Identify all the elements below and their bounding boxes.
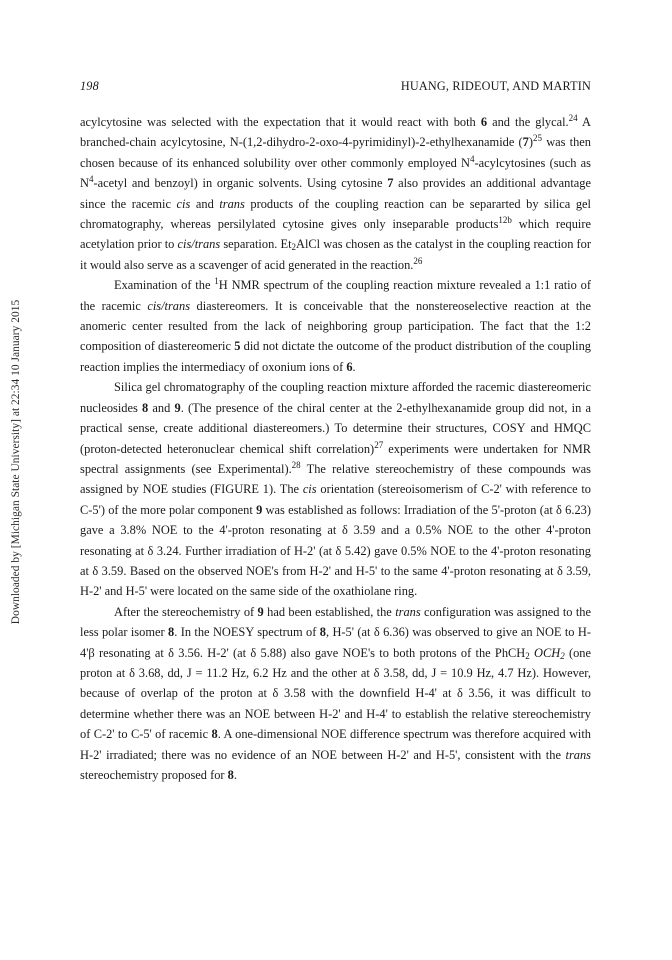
text-run: , H-5' (at δ 6.36) was observed to give an NOE to H-4'β resonating at δ 3.56. H-2' (at δ 5.88) also gave NOE's to both protons of the PhCH [80,625,591,660]
text-run: cis [176,196,191,211]
text-run: and [148,400,175,415]
text-run: stereochemistry proposed for [80,768,228,782]
text-run: 9 [174,400,181,415]
text-run: . [352,359,356,374]
text-run: trans [395,604,421,619]
text-run: AlCl was chosen as the catalyst in the coupling reaction for it would also serve as a scavenger of acid generated in the reaction. [80,237,591,272]
text-run: . A one-dimensional NOE difference spectrum was therefore acquired with H-2' irradiated; there was no evidence of an NOE between H-2' and H-5', consistent with the [80,727,592,762]
text-run: 9 [257,604,264,619]
text-run: trans [219,196,245,211]
text-run: separation. Et [220,237,292,252]
text-run: 8 [319,625,326,640]
page-header [80,79,591,94]
text-run: orientation (stereoisomerism of C-2' with reference to C-5') of the more polar component [80,482,591,517]
text-run: 7 [522,135,529,150]
text-run: 5 [234,339,241,354]
text-run: 6 [480,115,488,129]
text-run: 9 [256,502,263,517]
text-run: which require acetylation prior to [80,217,591,252]
body-paragraph [80,377,591,601]
text-run: did not dictate the outcome of the product distribution of the coupling reaction implies the intermediacy of oxonium ions of [80,339,591,374]
text-run: 2 [291,242,297,253]
text-run: cis [302,482,317,497]
body-paragraph [80,112,591,275]
text-run: Examination of the [114,278,215,293]
text-run: was established as follows: Irradiation of the 5'-proton (at δ 6.23) gave a 3.8% NOE to the 4'-proton resonating at δ 3.59 and a 0.5% NOE to the other 4'-proton resonating at δ 3.24. Further irradiation of H-2' (at δ 5.42) gave 0.5% NOE to the 4'-proton resonating at δ 3.59. Based on the observed NOE's from H-2' and H-5' to the same 4'-proton resonating at δ 3.59, H-2' and H-5' were located on the same side of the oxathiolane ring. [80,502,591,599]
text-run: A branched-chain acylcytosine, N-(1,2-dihydro-2-oxo-4-pyrimidinyl)-2-ethylhexanamide ( [80,115,591,150]
article-body [80,112,591,785]
page-number: 198 [80,79,99,93]
text-run: -acylcytosines (such as N [80,155,591,191]
text-run: . [233,768,237,782]
text-run: 24 [568,113,578,123]
text-run: also provides an additional advantage since the racemic [80,176,591,211]
text-run: -acetyl and benzoyl) in organic solvents. Using cytosine [93,176,388,191]
text-run: . (The presence of the chiral center at the 2-ethylhexanamide group did not, in a practical sense, create additional diastereomers.) To determine their structures, COSY and HMQC (proton-detected heteronuclear chemical shift correlation) [80,400,591,456]
text-run: 6 [346,359,353,374]
text-run: Silica gel chromatography of the coupling reaction mixture afforded the racemic diastereomeric nucleosides [80,380,591,415]
text-run: cis/trans [177,237,221,252]
text-run: acylcytosine was selected with the expectation that it would react with both [80,115,481,129]
running-title: HUANG, RIDEOUT, AND MARTIN [400,79,591,93]
text-run: OCH [534,645,561,660]
text-run: 26 [413,255,423,266]
text-run: (one proton at δ 3.68, dd, J = 11.2 Hz, 6.2 Hz and the other at δ 3.58, dd, J = 10.9 Hz, 4.7 Hz). However, because of overlap of the proton at δ 3.58 with the downfield H-4' at δ 3.56, it was difficult to determine whether there was an NOE between H-2' and H-4' to establish the relative stereochemistry of C-2' to C-5' of racemic [80,645,591,742]
text-run: configuration was assigned to the less polar isomer [80,604,591,640]
text-run: 2 [560,650,565,661]
text-run: 8 [227,768,234,782]
text-run: H NMR spectrum of the coupling reaction mixture revealed a 1:1 ratio of the racemic [80,278,591,313]
text-run: cis/trans [147,298,191,313]
text-run: trans [565,747,591,762]
text-run: and the glycal. [487,115,569,129]
text-run: products of the coupling reaction can be separarted by silica gel chromatography, whereas persilylated cytosine gives only inseparable products [80,196,591,232]
text-run: The relative stereochemistry of these compounds was assigned by NOE studies (FIGURE 1). The [80,461,592,497]
text-run: After the stereochemistry of [114,604,258,619]
text-run: 2 [525,650,530,661]
text-run: 4 [88,174,94,185]
text-run: experiments were undertaken for NMR spectral assignments (see Experimental). [80,441,591,476]
text-run: . In the NOESY spectrum of [174,625,320,640]
text-run: 27 [374,439,384,450]
text-run: ) [528,135,533,150]
text-run: and [190,196,220,211]
download-notice-text: Downloaded by [Michigan State University] at 22:34 10 January 2015 [10,299,23,625]
body-paragraph [80,275,591,377]
text-run: 1 [214,276,219,287]
download-watermark [6,282,26,642]
text-run: 25 [533,133,542,144]
text-run: 4 [469,153,475,164]
text-run: diastereomers. It is conceivable that the nonstereoselective reaction at the anomeric center resulted from the lack of neighboring group participation. The fact that the 1:2 composition of diastereomeric [80,298,591,354]
body-paragraph [80,602,591,786]
text-run: 8 [167,625,175,640]
text-run: 8 [211,727,218,742]
text-run: 8 [142,400,149,415]
text-run: was then chosen because of its enhanced solubility over other commonly employed N [80,135,591,170]
text-run: 12b [498,215,512,226]
text-run: 28 [291,459,301,470]
text-run: had been established, the [263,604,396,619]
text-run: 7 [387,176,394,191]
